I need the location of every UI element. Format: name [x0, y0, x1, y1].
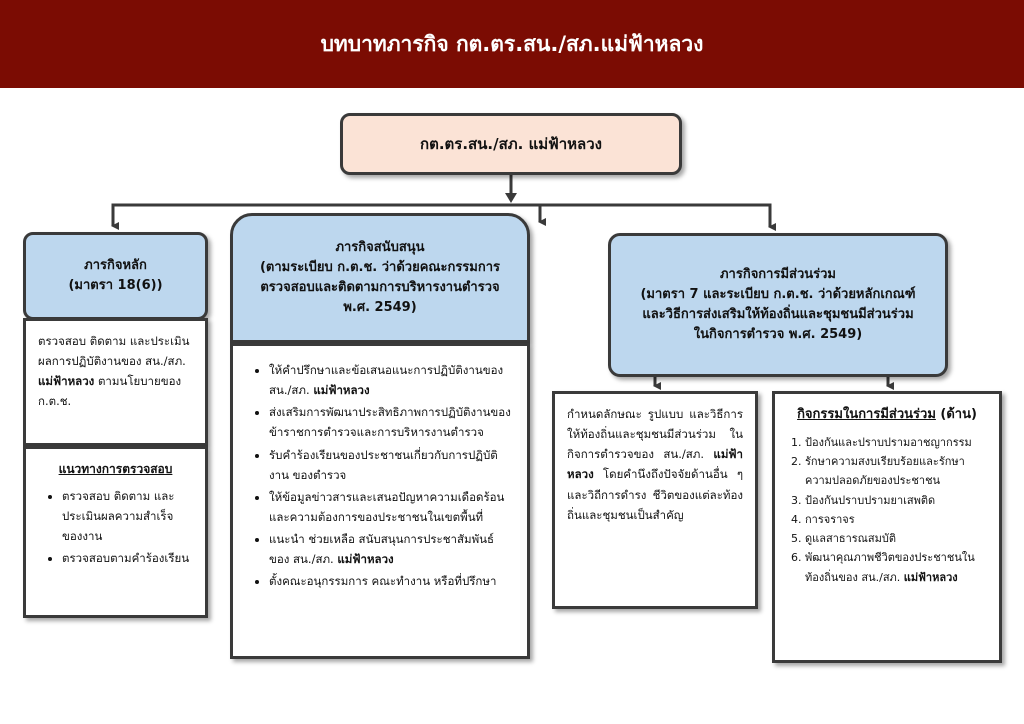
guideline-item: • ตรวจสอบตามคำร้องเรียน [62, 548, 193, 568]
main-mission-title: ภารกิจหลัก [84, 257, 147, 273]
participation-mission-regulation-2: และวิธีการส่งเสริมให้ท้องถิ่นและชุมชนมีส่วนร่วม [642, 307, 914, 322]
inspection-guidelines-box [23, 446, 208, 618]
participation-mission-regulation: (มาตรา 7 และระเบียบ ก.ต.ช. ว่าด้วยหลักเกณฑ์ [640, 286, 916, 302]
page-title: บทบาทภารกิจ กต.ตร.สน./สภ.แม่ฟ้าหลวง [320, 32, 704, 56]
main-mission-text: ตรวจสอบ ติดตาม และประเมินผลการปฏิบัติงานของ สน./สภ. [38, 334, 190, 369]
participation-mission-header [608, 233, 948, 377]
main-mission-station: แม่ฟ้าหลวง [38, 374, 95, 389]
support-mission-title: ภารกิจสนับสนุน [335, 239, 425, 255]
support-duty-item: • ตั้งคณะอนุกรรมการ คณะทำงาน หรือที่ปรึกษา [269, 571, 515, 591]
support-mission-body [230, 343, 530, 659]
committee-label: กต.ตร.สน./สภ. แม่ฟ้าหลวง [420, 135, 602, 153]
participation-activities-box [772, 391, 1002, 663]
guidelines-list [38, 486, 193, 569]
participation-mission-year: ในกิจการตำรวจ พ.ศ. 2549) [693, 327, 863, 343]
support-mission-year: พ.ศ. 2549) [343, 300, 417, 316]
station-name: แม่ฟ้าหลวง [903, 570, 958, 584]
support-duty-item: • แนะนำ ช่วยเหลือ สนับสนุนการประชาสัมพันธ์ ของ สน./สภ. แม่ฟ้าหลวง [269, 529, 515, 569]
station-name: แม่ฟ้าหลวง [567, 447, 743, 482]
main-mission-body [23, 318, 208, 446]
activity-item: 3. ป้องกันปราบปรามยาเสพติด [805, 491, 987, 510]
support-duty-item: • ส่งเสริมการพัฒนาประสิทธิภาพการปฏิบัติงานของข้าราชการตำรวจและการบริหารงานตำรวจ [269, 402, 515, 442]
participation-method-text: กำหนดลักษณะ รูปแบบ และวิธีการให้ท้องถิ่นและชุมชนมีส่วนร่วม ในกิจการตำรวจของ สน./สภ. [567, 407, 743, 462]
participation-mission-title: ภารกิจการมีส่วนร่วม [719, 266, 837, 282]
main-mission-header [23, 232, 208, 320]
participation-method-text-end: โดยคำนึงถึงปัจจัยด้านอื่น ๆ และวิถีการดำรง ชีวิตของแต่ละท้องถิ่นและชุมชนเป็นสำคัญ [567, 467, 743, 522]
station-name: แม่ฟ้าหลวง [337, 552, 394, 567]
support-mission-regulation: (ตามระเบียบ ก.ต.ช. ว่าด้วยคณะกรรมการ [259, 259, 501, 275]
main-mission-section: (มาตรา 18(6)) [68, 278, 163, 293]
activities-list [787, 433, 987, 587]
activity-item: 5. ดูแลสาธารณสมบัติ [805, 529, 987, 548]
trunk-arrowhead [505, 193, 517, 203]
committee-box [340, 113, 682, 175]
main-mission-text-end: ตามนโยบายของ ก.ต.ช. [38, 374, 182, 409]
guidelines-title: แนวทางการตรวจสอบ [58, 462, 173, 476]
guideline-item: • ตรวจสอบ ติดตาม และประเมินผลความสำเร็จของงาน [62, 486, 193, 546]
activity-item: 6. พัฒนาคุณภาพชีวิตของประชาชนในท้องถิ่นของ สน./สภ. แม่ฟ้าหลวง [805, 548, 987, 587]
activity-item: 2. รักษาความสงบเรียบร้อยและรักษาความปลอดภัยของประชาชน [805, 452, 987, 491]
support-mission-regulation-2: ตรวจสอบและติดตามการบริหารงานตำรวจ [260, 280, 500, 295]
support-duty-item: • ให้คำปรึกษาและข้อเสนอแนะการปฏิบัติงานของ สน./สภ. แม่ฟ้าหลวง [269, 360, 515, 400]
support-duty-item: • รับคำร้องเรียนของประชาชนเกี่ยวกับการปฏิบัติงาน ของตำรวจ [269, 445, 515, 485]
station-name: แม่ฟ้าหลวง [313, 383, 370, 398]
activity-item: 1. ป้องกันและปราบปรามอาชญากรรม [805, 433, 987, 452]
support-duties-list [245, 360, 515, 591]
support-mission-header [230, 213, 530, 343]
activity-item: 4. การจราจร [805, 510, 987, 529]
participation-method-box [552, 391, 758, 609]
support-duty-item: • ให้ข้อมูลข่าวสารและเสนอปัญหาความเดือดร้อนและความต้องการของประชาชนในเขตพื้นที่ [269, 487, 515, 527]
activities-title: กิจกรรมในการมีส่วนร่วม (ด้าน) [797, 407, 977, 422]
